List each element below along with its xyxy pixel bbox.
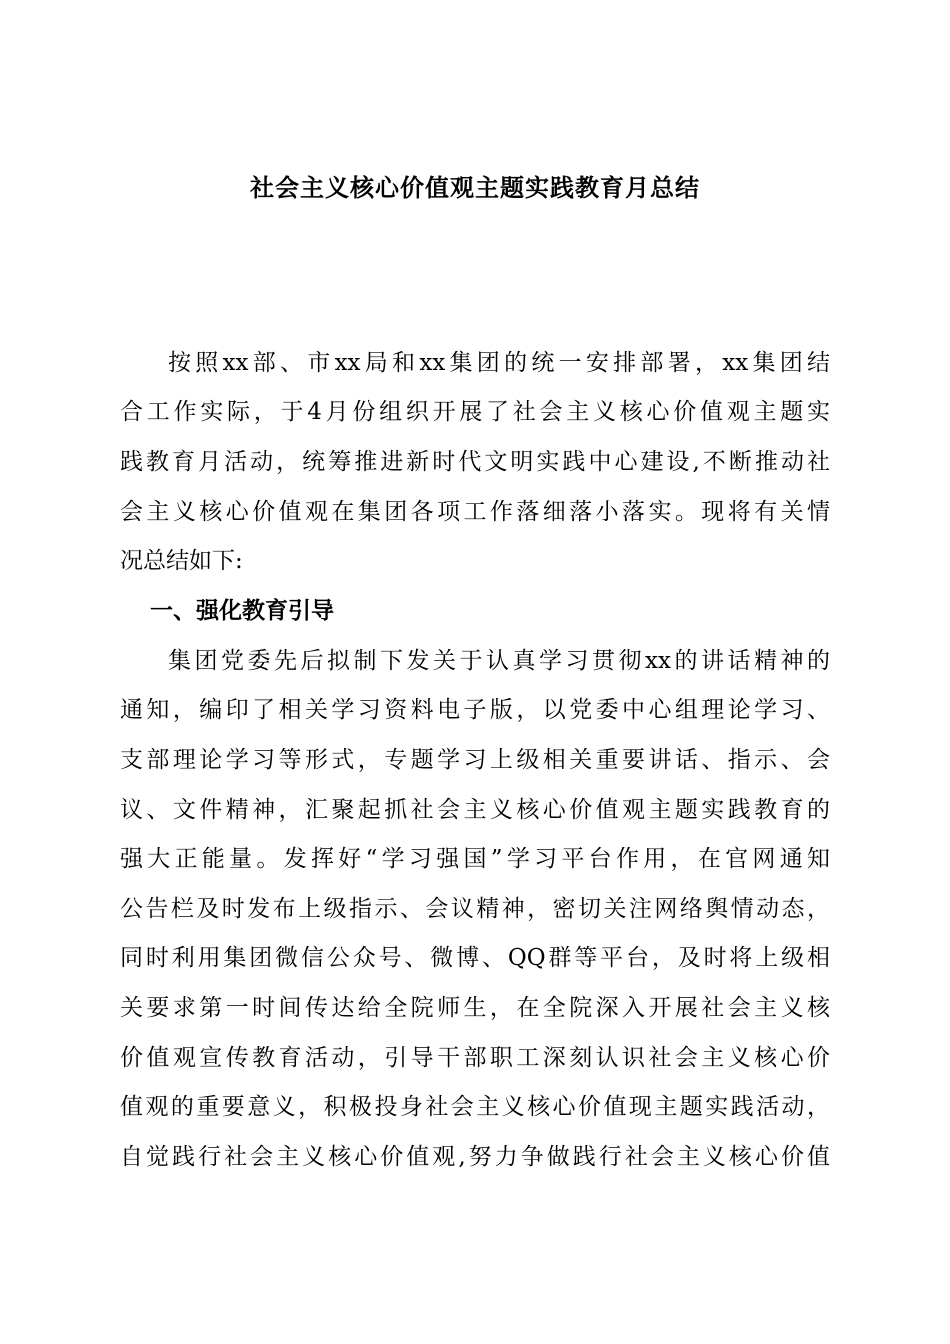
paragraph-line: 集团党委先后拟制下发关于认真学习贯彻xx的讲话精神的 <box>168 648 830 674</box>
paragraph-line: 关要求第一时间传达给全院师生，在全院深入开展社会主义核 <box>120 995 830 1021</box>
paragraph-line: 公告栏及时发布上级指示、会议精神，密切关注网络舆情动态， <box>120 896 830 922</box>
section-heading: 一、强化教育引导 <box>150 598 334 624</box>
paragraph-line: 自觉践行社会主义核心价值观,努力争做践行社会主义核心价值 <box>120 1144 830 1170</box>
paragraph-line: 会主义核心价值观在集团各项工作落细落小落实。现将有关情 <box>120 499 830 525</box>
paragraph-line: 按照xx部、市xx局和xx集团的统一安排部署，xx集团结 <box>168 350 830 376</box>
paragraph-line: 通知，编印了相关学习资料电子版，以党委中心组理论学习、 <box>120 697 830 723</box>
paragraph-line: 价值观宣传教育活动，引导干部职工深刻认识社会主义核心价 <box>120 1045 830 1071</box>
paragraph-line: 同时利用集团微信公众号、微博、QQ群等平台，及时将上级相 <box>120 945 830 971</box>
paragraph-line: 支部理论学习等形式，专题学习上级相关重要讲话、指示、会 <box>120 747 830 773</box>
paragraph-line: 况总结如下: <box>120 548 243 574</box>
document-title: 社会主义核心价值观主题实践教育月总结 <box>250 174 700 202</box>
paragraph-line: 践教育月活动，统筹推进新时代文明实践中心建设,不断推动社 <box>120 449 830 475</box>
paragraph-line: 值观的重要意义，积极投身社会主义核心价值现主题实践活动， <box>120 1094 830 1120</box>
paragraph-line: 合工作实际，于4月份组织开展了社会主义核心价值观主题实 <box>120 399 830 425</box>
paragraph-line: 强大正能量。发挥好“学习强国”学习平台作用，在官网通知 <box>120 846 830 872</box>
paragraph-line: 议、文件精神，汇聚起抓社会主义核心价值观主题实践教育的 <box>120 797 830 823</box>
